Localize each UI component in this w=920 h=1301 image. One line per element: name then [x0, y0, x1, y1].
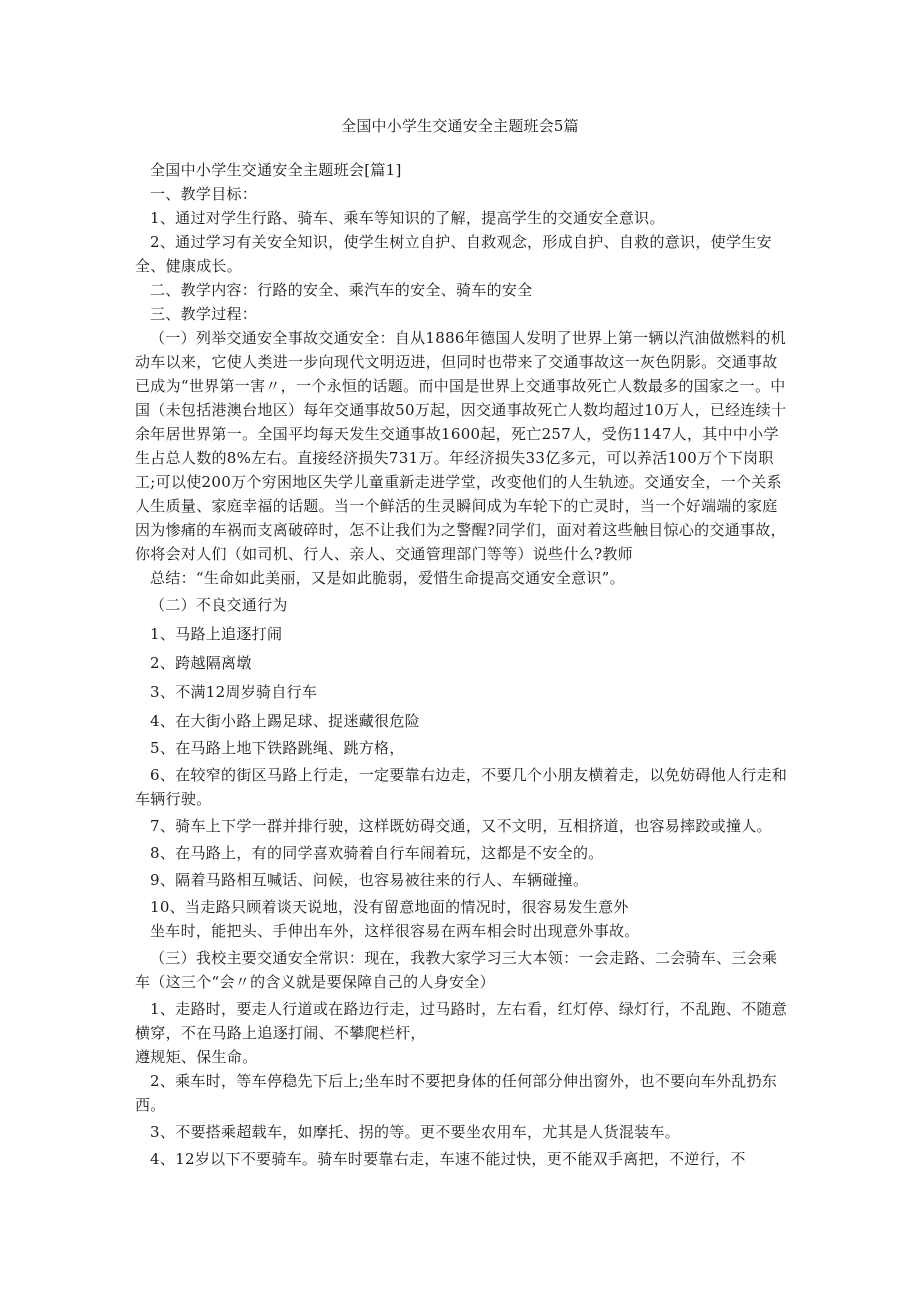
paragraph: 2、跨越隔离墩 [150, 654, 252, 672]
paragraph: 1、走路时，要走人行道或在路边行走，过马路时，左右看，红灯停、绿灯行，不乱跑、不随意横穿，不在马路上追逐打闹、不攀爬栏杆， [135, 1000, 788, 1042]
paragraph: 4、在大街小路上踢足球、捉迷藏很危险 [150, 712, 420, 730]
paragraph: 9、隔着马路相互喊话、问候，也容易被往来的行人、车辆碰撞。 [150, 871, 589, 889]
paragraph: 2、通过学习有关安全知识，使学生树立自护、自救观念，形成自护、自救的意识，使学生安全、健康成长。 [135, 233, 772, 275]
paragraph: 7、骑车上下学一群并排行驶，这样既妨碍交通，又不文明，互相挤道，也容易摔跤或撞人。 [150, 817, 772, 835]
paragraph: 全国中小学生交通安全主题班会[篇1] [150, 161, 402, 179]
paragraph: 3、不满12周岁骑自行车 [150, 683, 318, 701]
paragraph: （一）列举交通安全事故交通安全：自从1886年德国人发明了世界上第一辆以汽油做燃料的机动车以来，它使人类进一步向现代文明迈进，但同时也带来了交通事故这一灰色阴影。交通事故已成为“世界第一害〃，一个永恒的话题。而中国是世界上交通事故死亡人数最多的国家之一。中国（未包括港澳台地区）每年交通事故50万起，因交通事故死亡人数均超过10万人，已经连续十余年居世界第一。全国平均每天发生交通事故1600起，死亡257人，受伤1147人，其中中小学生占总人数的8%左右。直接经济损失731万。年经济损失33亿多元，可以养活100万个下岗职工;可以使200万个穷困地区失学儿童重新走进学堂，改变他们的人生轨迹。交通安全，一个关系人生质量、家庭幸福的话题。当一个鲜活的生灵瞬间成为车轮下的亡灵时，当一个好端端的家庭因为惨痛的车祸而支离破碎时，怎不让我们为之警醒?同学们，面对着这些触目惊心的交通事故，你将会对人们（如司机、行人、亲人、交通管理部门等等）说些什么?教师 [135, 329, 787, 563]
document-body [135, 158, 790, 1171]
paragraph: 一、教学目标： [150, 185, 258, 203]
paragraph: 8、在马路上，有的同学喜欢骑着自行车闹着玩，这都是不安全的。 [150, 844, 604, 862]
paragraph: 1、马路上追逐打闹 [150, 625, 283, 643]
paragraph: 10、当走路只顾着谈天说地，没有留意地面的情况时，很容易发生意外 [150, 898, 629, 916]
paragraph: 3、不要搭乘超载车，如摩托、拐的等。更不要坐农用车，尤其是人货混装车。 [150, 1123, 681, 1141]
paragraph: （二）不良交通行为 [150, 596, 288, 614]
paragraph: 总结：“生命如此美丽，又是如此脆弱，爱惜生命提高交通安全意识”。 [150, 569, 625, 587]
paragraph: （三）我校主要交通安全常识：现在，我教大家学习三大本领：一会走路、二会骑车、三会乘车（这三个“会〃的含义就是要保障自己的人身安全） [135, 949, 778, 991]
document-title: 全国中小学生交通安全主题班会5篇 [341, 117, 579, 135]
paragraph: 6、在较窄的街区马路上行走，一定要靠右边走，不要几个小朋友横着走，以免妨碍他人行走和车辆行驶。 [135, 766, 788, 808]
paragraph: 5、在马路上地下铁路跳绳、跳方格， [150, 739, 405, 757]
paragraph: 1、通过对学生行路、骑车、乘车等知识的了解，提高学生的交通安全意识。 [150, 209, 665, 227]
paragraph: 遵规矩、保生命。 [135, 1048, 258, 1066]
paragraph: 坐车时，能把头、手伸出车外，这样很容易在两车相会时出现意外事故。 [150, 922, 640, 940]
paragraph: 2、乘车时，等车停稳先下后上;坐车时不要把身体的任何部分伸出窗外，也不要向车外乱扔东西。 [135, 1072, 778, 1114]
paragraph: 三、教学过程： [150, 305, 258, 323]
paragraph: 4、12岁以下不要骑车。骑车时要靠右走，车速不能过快，更不能双手离把，不逆行，不 [150, 1150, 746, 1168]
paragraph: 二、教学内容：行路的安全、乘汽车的安全、骑车的安全 [150, 281, 533, 299]
